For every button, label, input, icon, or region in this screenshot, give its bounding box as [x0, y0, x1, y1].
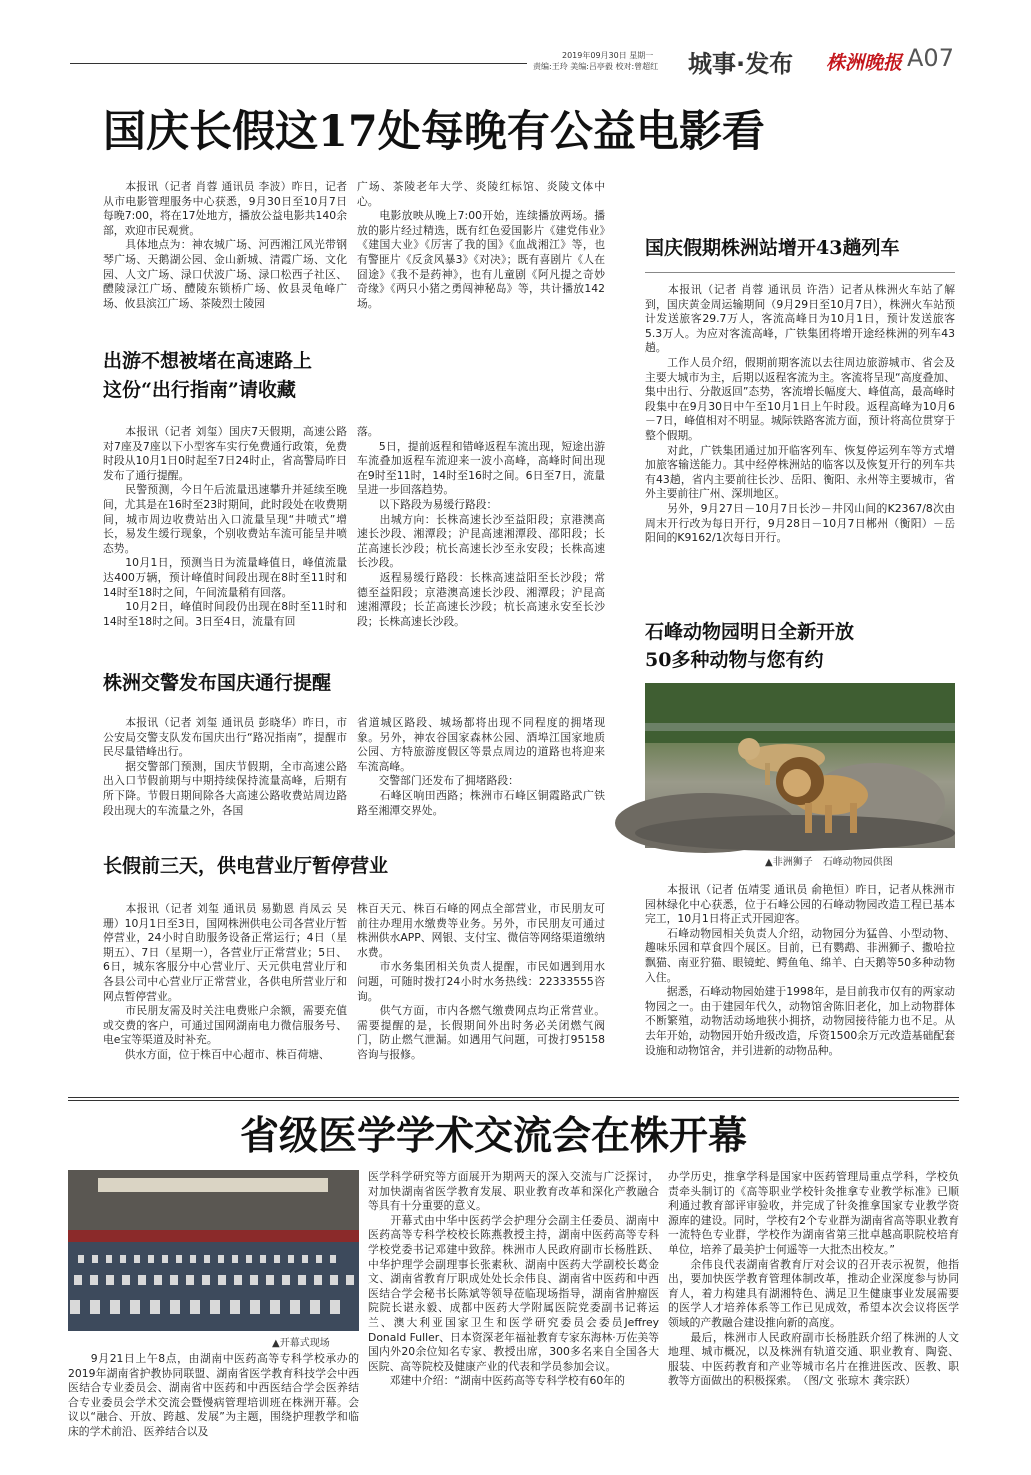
railway-headline: 国庆假期株洲站增开43趟列车 [645, 237, 900, 259]
zoo-body: 本报讯（记者 伍靖雯 通讯员 俞艳恒）昨日，记者从株洲市园林绿化中心获悉，位于石峰公园的石峰动物园改造工程已基本完工，10月1日将正式开园迎客。 石峰动物园相关负责人介绍，动物园分为猛兽、小型动物、趣味乐园和草食四个展区。目前，已有鹦鹉、非洲狮子、撒哈拉飘猫、南亚狞猫、眼镜蛇、鳄鱼龟、绵羊、白天鹅等50多种动物入住。 据悉，石峰动物园始建于1998年，是目前我市仅有的两家动物园之一。由于建园年代久，动物馆舍陈旧老化，加上动物群体不断繁殖，动物活动场地狭小拥挤，动物园接待能力也不足。从去年开始，动物园开始升级改造，斥资1500余万元改造基础配套设施和动物馆舍，并引进新的动物品种。 [645, 883, 955, 1057]
medical-col-1: 9月21日上午8点，由湖南中医药高等专科学校承办的2019年湖南省护教协同联盟、湖南省医学教育科技学会中西医结合专业委员会、湖南省中医药和中西医结合学会医养结合专业委员会学术交流会暨慢病管理培训班在株洲开幕。会议以“融合、开放、跨越、发展”为主题，围绕护理教学和临床的学术前沿、医养结合以及 [68, 1352, 359, 1438]
power-col-2: 株百天元、株百石峰的网点全部营业，市民朋友可前往办理用水缴费等业务。另外，市民朋友可通过株洲供水APP、网银、支付宝、微信等网络渠道缴纳水费。 市水务集团相关负责人提醒，市民如遇到用水问题，可随时拨打24小时水务热线：22333555咨询。 供气方面，市内各燃气缴费网点均正常营业。需要提醒的是，长假期间外出时务必关闭燃气阀门，防止燃气泄漏。如遇用气问题，可拨打95158咨询与报修。 [357, 902, 605, 1061]
zoo-headline-2: 50多种动物与您有约 [645, 649, 824, 671]
header-top-rule [70, 63, 527, 64]
police-col-2: 省道城区路段、城场都将出现不同程度的拥堵现象。另外，神农谷国家森林公园、酒埠江国家地质公园、方特旅游度假区等景点周边的道路也将迎来车流高峰。 交警部门还发布了拥堵路段： 石峰区响田西路；株洲市石峰区铜霞路武广铁路至湘潭交界处。 [357, 716, 605, 817]
power-col-1: 本报讯（记者 刘玺 通讯员 易勤恩 肖凤云 吴珊）10月1日至3日，国网株洲供电公司各营业厅暂停营业，24小时自助服务设备正常运行；4日（星期五）、7日（星期一），各营业厅正常营业；5日、6日，城东客服分中心营业厅、天元供电营业厅和各县公司中心营业厅正常营业，各供电所营业厅和网点暂停营业。 市民朋友需及时关注电费账户余额，需要充值或交费的客户，可通过国网湖南电力微信服务号、电e宝等渠道及时补充。 供水方面，位于株百中心超市、株百荷塘、 [103, 902, 347, 1061]
zoo-headline-1: 石峰动物园明日全新开放 [645, 621, 855, 643]
travel-headline-2: 这份“出行指南”请收藏 [103, 379, 296, 401]
lead-col-1: 本报讯（记者 肖蓉 通讯员 李波）昨日，记者从市电影管理服务中心获悉，9月30日至10月7日每晚7:00，将在17处地方，播放公益电影共140余部，欢迎市民观赏。 具体地点为：神农城广场、河西湘江风光带钢琴广场、天鹅湖公园、金山新城、清霞广场、文化园、人文广场、渌口伏波广场、渌口松西子社区、醴陵渌江广场、醴陵东锁桥广场、攸县灵龟峰广场、攸县滨江广场、茶陵烈士陵园 [103, 180, 347, 310]
bottom-rule-top [68, 1097, 959, 1098]
lead-col-2: 广场、茶陵老年大学、炎陵红标馆、炎陵文体中心。 电影放映从晚上7:00开始，连续播放两场。播放的影片经过精选，既有红色爱国影片《建党伟业》《建国大业》《厉害了我的国》《血战湘江》等，也有警匪片《反贪风暴3》《对决》；既有喜剧片《人在囧途》《我不是药神》，也有儿童剧《阿凡提之奇妙奇缘》《两只小猪之勇闯神秘岛》等，共计播放142场。 [357, 180, 605, 310]
travel-headline-1: 出游不想被堵在高速路上 [103, 350, 313, 372]
travel-col-2: 落。 5日，提前返程和错峰返程车流出现，短途出游车流叠加返程车流迎来一波小高峰，高峰时间出现在9时至11时，14时至16时之间。6日至7日，流量呈进一步回落趋势。 以下路段为易缓行路段： 出城方向：长株高速长沙至益阳段；京港澳高速长沙段、湘潭段；沪昆高速湘潭段、邵阳段；长芷高速长沙段；杭长高速长沙至永安段；长株高速长沙段。 返程易缓行路段：长株高速益阳至长沙段；常德至益阳段；京港澳高速长沙段、湘潭段；沪昆高速湘潭段；长芷高速长沙段；杭长高速永安至长沙段；长株高速长沙段。 [357, 425, 605, 628]
conference-photo-caption: ▲开幕式现场 [272, 1338, 330, 1349]
railway-body: 本报讯（记者 肖蓉 通讯员 许浩）记者从株洲火车站了解到，国庆黄金周运输期间（9月29日至10月7日），株洲火车站预计发送旅客29.7万人，客流高峰日为10月1日，预计发送旅客5.3万人。为应对客流高峰，广铁集团将增开途经株洲的列车43趟。 工作人员介绍，假期前期客流以去往周边旅游城市、省会及主要大城市为主，后期以返程客流为主。客流将呈现“高度叠加、集中出行、分散返回”态势，客流增长幅度大、峰值高，最高峰时段集中在9月30日中午至10月1日上午时段。返程高峰为10月6－7日，峰值相对不明显。城际铁路客流方面，预计将高位贯穿于整个假期。 对此，广铁集团通过加开临客列车、恢复停运列车等方式增加旅客输送能力。其中经停株洲站的临客以及恢复开行的列车共有43趟，省内主要前往长沙、岳阳、衡阳、永州等主要城市，省外主要前往广州、深圳地区。 另外，9月27日－10月7日长沙－井冈山间的K2367/8次由周末开行改为每日开行，9月28日－10月7日郴州（衡阳）－岳阳间的K9162/1次每日开行。 [645, 283, 955, 545]
medical-headline: 省级医学学术交流会在株开幕 [240, 1113, 748, 1159]
bottom-rule-top-2 [68, 1100, 959, 1101]
header-date: 2019年09月30日 星期一 [562, 51, 654, 60]
page-number: A07 [907, 44, 954, 72]
conference-photo [68, 1170, 359, 1331]
header-editors: 责编:王玲 美编:吕亭毅 校对:曾超红 [533, 62, 659, 71]
section-title: 城事·发布 [688, 50, 794, 78]
medical-col-2: 医学科学研究等方面展开为期两天的深入交流与广泛探讨，对加快湖南省医学教育发展、职业教育改革和深化产教融合等具有十分重要的意义。 开幕式由中华中医药学会护理分会副主任委员、湖南中医药高等专科学校校长陈燕教授主持，湖南中医药高等专科学校党委书记邓建中致辞。株洲市人民政府副市长杨胜跃、中华护理学会副理事长张素秋、湖南中医药大学副校长葛金文、湖南省教育厅职成处处长余伟良、湖南省中医药和中西医结合学会秘书长陈斌等领导莅临现场指导，湖南省肿瘤医院院长谌永毅、成都中医药大学附属医院党委副书记蒋运兰、澳大利亚国家卫生和医学研究委员会委员Jeffrey Donald Fuller、日本资深老年福祉教育专家东海林·万佐美等国内外20余位知名专家、教授出席，300多名来自全国各大医院、高等院校及健康产业的代表和学员参加会议。 邓建中介绍：“湖南中医药高等专科学校有60年的 [368, 1170, 659, 1388]
newspaper-logo: 株洲晚报 [826, 52, 903, 74]
police-headline: 株洲交警发布国庆通行提醒 [103, 672, 332, 694]
travel-col-1: 本报讯（记者 刘玺）国庆7天假期，高速公路对7座及7座以下小型客车实行免费通行政策，免费时段从10月1日0时起至7日24时止，省高警局昨日发布了通行提醒。 民警预测，今日午后流量迅速攀升并延续至晚间，尤其是在16时至23时期间，此时段处在收费期间，城市周边收费站出入口流量呈现“井喷式”增长，易发生缓行现象，个别收费站车流可能呈井喷态势。 10月1日，预测当日为流量峰值日，峰值流量达400万辆，预计峰值时间段出现在8时至11时和14时至18时之间，午间流量稍有回落。 10月2日，峰值时间段仍出现在8时至11时和14时至18时之间。3日至4日，流量有回 [103, 425, 347, 628]
railway-rule [645, 272, 955, 273]
medical-col-3: 办学历史，推拿学科是国家中医药管理局重点学科，学校负责牵头制订的《高等职业学校针灸推拿专业教学标准》已顺利通过教育部评审验收，并完成了针灸推拿国家专业教学资源库的建设。同时，学校有2个专业群为湖南省高等职业教育一流特色专业群，学校作为湖南省第三批卓越高职院校培育单位，培养了最美护士何遥等一大批杰出校友。” 余伟良代表湖南省教育厅对会议的召开表示祝贺，他指出，要加快医学教育管理体制改革，推动企业深度参与协同育人，着力构建具有湖湘特色、满足卫生健康事业发展需要的医学人才培养体系等工作已见成效，希望本次会议将医学领域的产教融合建设推向新的高度。 最后，株洲市人民政府副市长杨胜跃介绍了株洲的人文地理、城市概况，以及株洲有轨道交通、职业教育、陶瓷、服装、中医药教育和产业等城市名片在推进医改、医教、职教等方面做出的积极探索。 （图/文 张琼木 龚宗跃） [668, 1170, 959, 1388]
police-col-1: 本报讯（记者 刘玺 通讯员 彭晓华）昨日，市公安局交警支队发布国庆出行“路况指南”，提醒市民尽量错峰出行。 据交警部门预测，国庆节假期，全市高速公路出入口节假前期与中期持续保持流量高峰，后期有所下降。节假日期间除各大高速公路收费站周边路段出现大的车流量之外，各国 [103, 716, 347, 817]
lead-headline: 国庆长假这17处每晚有公益电影看 [103, 107, 765, 157]
conference-illustration [68, 1170, 359, 1331]
power-headline: 长假前三天，供电营业厅暂停营业 [103, 855, 389, 877]
lion-photo-caption: ▲非洲狮子 石峰动物园供图 [765, 857, 893, 868]
lion-photo [645, 683, 955, 848]
lion-illustration [645, 683, 955, 848]
